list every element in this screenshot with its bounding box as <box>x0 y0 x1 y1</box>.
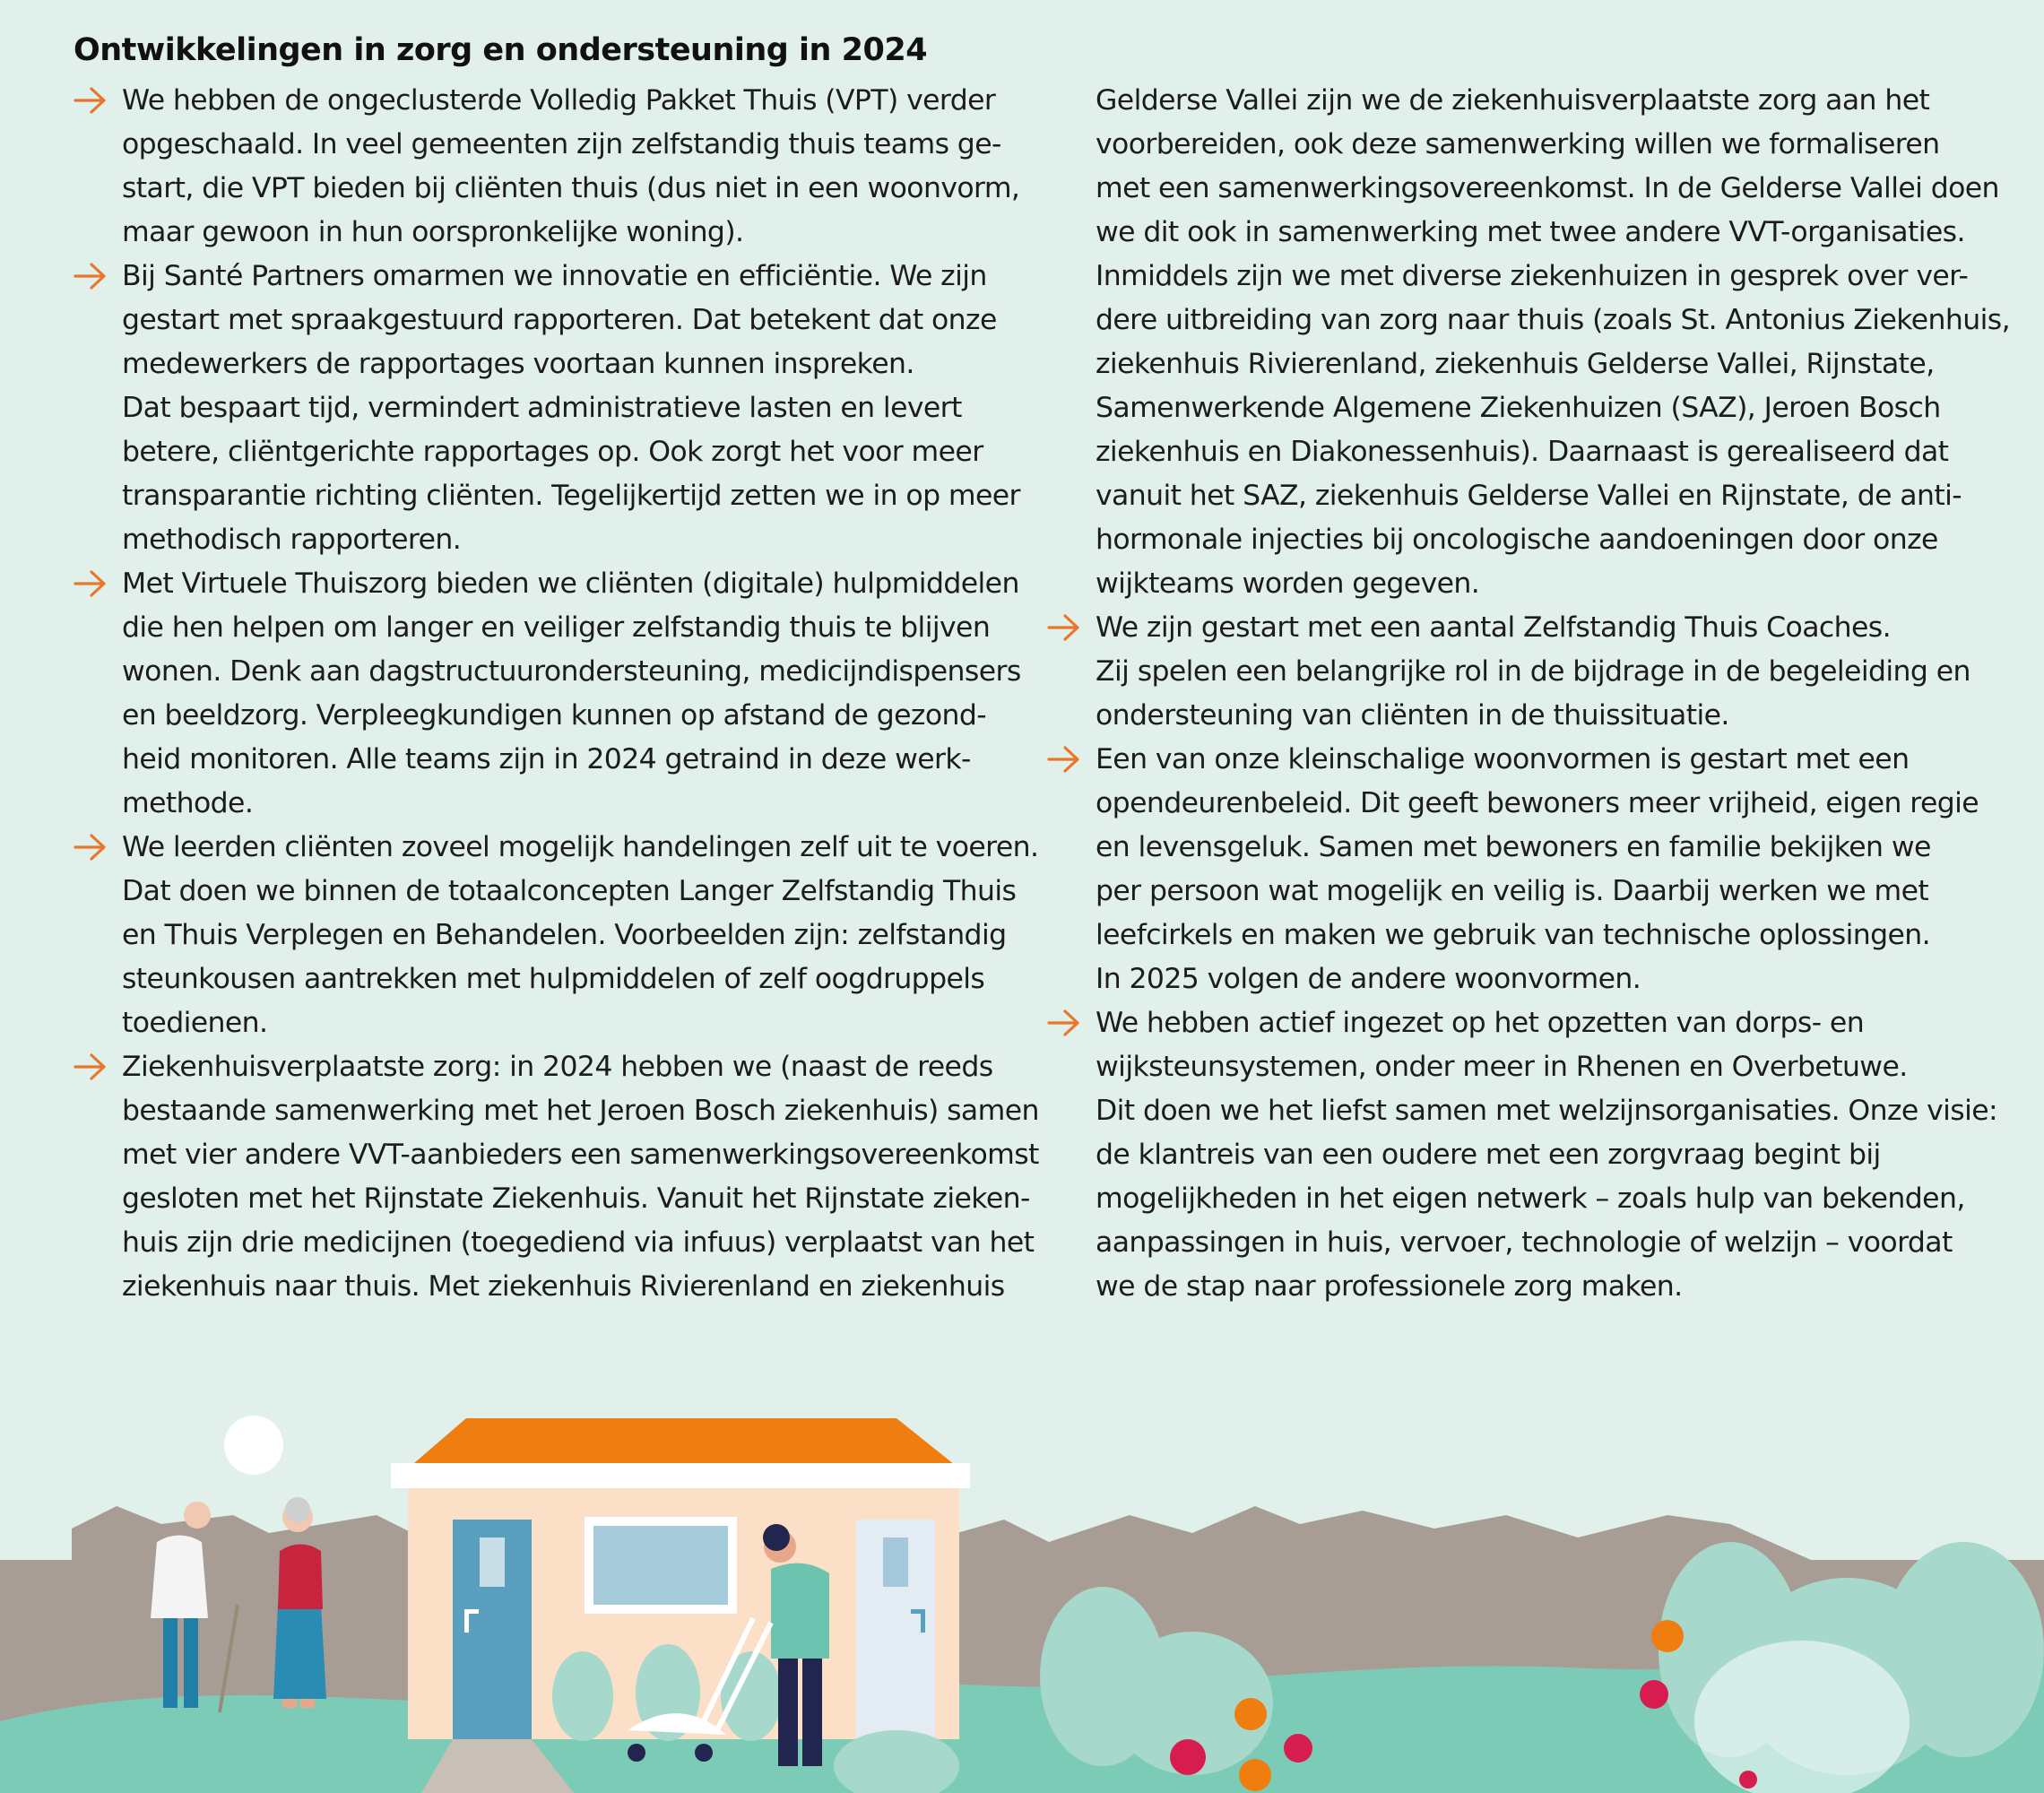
arrow-right-icon <box>74 81 108 120</box>
text-line: transparantie richting cliënten. Tegelijkertijd zetten we in op meer <box>122 480 1020 512</box>
text-line: ziekenhuis naar thuis. Met ziekenhuis Rivierenland en ziekenhuis <box>122 1270 1005 1303</box>
text-line: per persoon wat mogelijk en veilig is. Daarbij werken we met <box>1096 875 1929 907</box>
text-line: maar gewoon in hun oorspronkelijke woning). <box>122 216 744 248</box>
text-line: We hebben de ongeclusterde Volledig Pakket Thuis (VPT) verder <box>122 84 996 117</box>
bullet-item <box>74 79 1024 255</box>
text-line: Dat doen we binnen de totaalconcepten Langer Zelfstandig Thuis <box>122 875 1017 907</box>
text-line: ziekenhuis en Diakonessenhuis). Daarnaast is gerealiseerd dat <box>1096 436 1949 468</box>
text-line: ziekenhuis Rivierenland, ziekenhuis Gelderse Vallei, Rijnstate, <box>1096 348 1935 380</box>
sun <box>224 1416 283 1475</box>
bullet-item <box>1047 1001 2033 1309</box>
page-title: Ontwikkelingen in zorg en ondersteuning in 2024 <box>74 32 928 68</box>
bullet-item <box>74 826 1039 1045</box>
text-line: leefcirkels en maken we gebruik van technische oplossingen. <box>1096 919 1931 951</box>
text-line: Een van onze kleinschalige woonvormen is gestart met een <box>1096 743 1910 775</box>
text-line: aanpassingen in huis, vervoer, technologie of welzijn – voordat <box>1096 1226 1953 1259</box>
text-line: met een samenwerkingsovereenkomst. In de Gelderse Vallei doen <box>1096 172 1999 204</box>
text-line: hormonale injecties bij oncologische aandoeningen door onze <box>1096 524 1938 556</box>
arrow-right-icon <box>74 564 108 603</box>
text-line: de klantreis van een oudere met een zorgvraag begint bij <box>1096 1139 1881 1171</box>
text-line: en Thuis Verplegen en Behandelen. Voorbeelden zijn: zelfstandig <box>122 919 1007 951</box>
text-line: Gelderse Vallei zijn we de ziekenhuisverplaatste zorg aan het <box>1096 84 1930 117</box>
text-line: huis zijn drie medicijnen (toegediend via infuus) verplaatst van het <box>122 1226 1035 1259</box>
text-line: mogelijkheden in het eigen netwerk – zoals hulp van bekenden, <box>1096 1182 1965 1215</box>
text-line: Inmiddels zijn we met diverse ziekenhuizen in gesprek over ver- <box>1096 260 1969 292</box>
text-line: wijksteunsystemen, onder meer in Rhenen en Overbetuwe. <box>1096 1051 1908 1083</box>
bullet-item <box>74 255 1024 562</box>
text-line: Ziekenhuisverplaatste zorg: in 2024 hebben we (naast de reeds <box>122 1051 993 1083</box>
text-line: We hebben actief ingezet op het opzetten van dorps- en <box>1096 1007 1865 1039</box>
illustration <box>0 1381 2044 1793</box>
text-line: betere, cliëntgerichte rapportages op. Ook zorgt het voor meer <box>122 436 983 468</box>
text-line: we dit ook in samenwerking met twee andere VVT-organisaties. <box>1096 216 1965 248</box>
text-line: wonen. Denk aan dagstructuurondersteuning, medicijndispensers <box>122 655 1021 688</box>
text-line: In 2025 volgen de andere woonvormen. <box>1096 963 1641 995</box>
bullet-item <box>74 562 1024 826</box>
text-line: methodisch rapporteren. <box>122 524 462 556</box>
text-line: We leerden cliënten zoveel mogelijk handelingen zelf uit te voeren. <box>122 831 1039 863</box>
arrow-right-icon <box>1047 1003 1081 1043</box>
arrow-right-icon <box>1047 608 1081 647</box>
text-line: gesloten met het Rijnstate Ziekenhuis. Vanuit het Rijnstate zieken- <box>122 1182 1030 1215</box>
bullet-item <box>1047 606 2033 738</box>
text-line: medewerkers de rapportages voortaan kunnen inspreken. <box>122 348 914 380</box>
arrow-right-icon <box>74 256 108 296</box>
text-line: Bij Santé Partners omarmen we innovatie en efficiëntie. We zijn <box>122 260 987 292</box>
text-line: Zij spelen een belangrijke rol in de bijdrage in de begeleiding en <box>1096 655 1970 688</box>
arrow-right-icon <box>1047 740 1081 779</box>
text-line: Met Virtuele Thuiszorg bieden we cliënten (digitale) hulpmiddelen <box>122 567 1019 600</box>
text-line: methode. <box>122 787 254 819</box>
arrow-right-icon <box>74 827 108 867</box>
bullet-continuation <box>1047 79 2033 606</box>
text-line: opendeurenbeleid. Dit geeft bewoners meer vrijheid, eigen regie <box>1096 787 1979 819</box>
bullet-item <box>74 1045 1039 1309</box>
text-line: Samenwerkende Algemene Ziekenhuizen (SAZ), Jeroen Bosch <box>1096 392 1941 424</box>
left-column <box>74 79 1039 1309</box>
text-line: opgeschaald. In veel gemeenten zijn zelfstandig thuis teams ge- <box>122 128 1001 160</box>
text-line: Dat bespaart tijd, vermindert administratieve lasten en levert <box>122 392 962 424</box>
text-line: steunkousen aantrekken met hulpmiddelen of zelf oogdruppels <box>122 963 985 995</box>
text-line: Dit doen we het liefst samen met welzijnsorganisaties. Onze visie: <box>1096 1095 1998 1127</box>
text-line: we de stap naar professionele zorg maken. <box>1096 1270 1683 1303</box>
arrow-right-icon <box>74 1047 108 1087</box>
text-line: bestaande samenwerking met het Jeroen Bosch ziekenhuis) samen <box>122 1095 1039 1127</box>
text-line: vanuit het SAZ, ziekenhuis Gelderse Vallei en Rijnstate, de anti- <box>1096 480 1962 512</box>
right-column <box>1047 79 2033 1309</box>
text-line: ondersteuning van cliënten in de thuissituatie. <box>1096 699 1729 732</box>
text-line: en beeldzorg. Verpleegkundigen kunnen op afstand de gezond- <box>122 699 987 732</box>
bullet-item <box>1047 738 2033 1001</box>
text-line: met vier andere VVT-aanbieders een samenwerkingsovereenkomst <box>122 1139 1039 1171</box>
text-line: We zijn gestart met een aantal Zelfstandig Thuis Coaches. <box>1096 611 1892 644</box>
text-line: gestart met spraakgestuurd rapporteren. Dat betekent dat onze <box>122 304 997 336</box>
text-line: voorbereiden, ook deze samenwerking willen we formaliseren <box>1096 128 1940 160</box>
text-line: start, die VPT bieden bij cliënten thuis (dus niet in een woonvorm, <box>122 172 1020 204</box>
text-line: die hen helpen om langer en veiliger zelfstandig thuis te blijven <box>122 611 991 644</box>
text-line: wijkteams worden gegeven. <box>1096 567 1480 600</box>
text-line: heid monitoren. Alle teams zijn in 2024 getraind in deze werk- <box>122 743 971 775</box>
text-line: en levensgeluk. Samen met bewoners en familie bekijken we <box>1096 831 1931 863</box>
text-line: dere uitbreiding van zorg naar thuis (zoals St. Antonius Ziekenhuis, <box>1096 304 2010 336</box>
text-line: toedienen. <box>122 1007 268 1039</box>
